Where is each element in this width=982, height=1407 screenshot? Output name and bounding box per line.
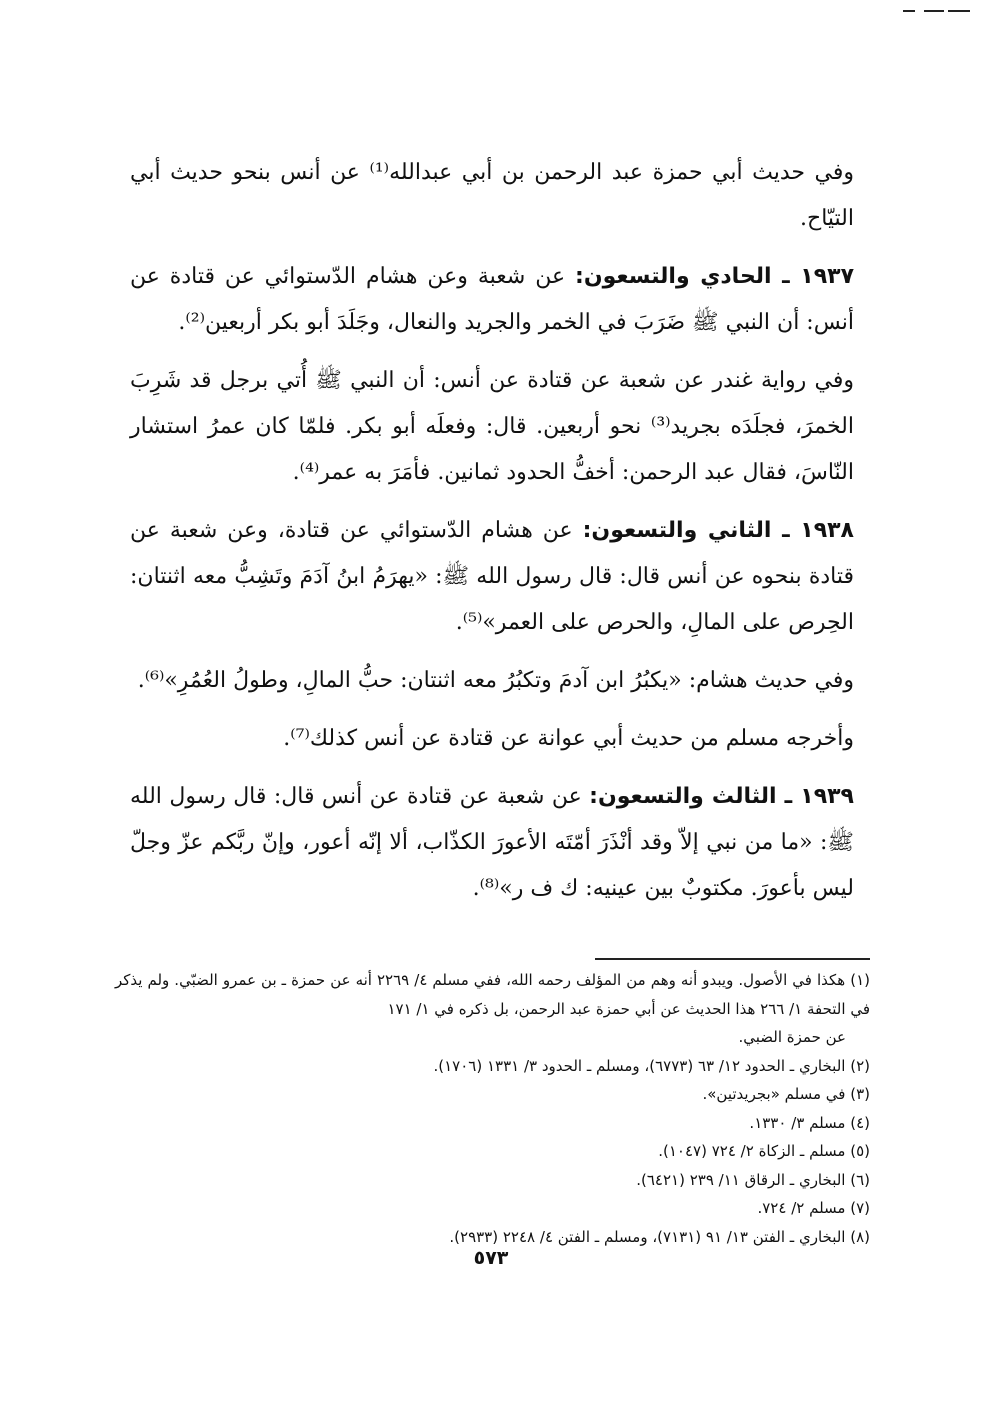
- footnote-8: (٨) البخاري ـ الفتن ١٣/ ٩١ (٧١٣١)، ومسلم ـ الفتن ٤/ ٢٢٤٨ (٢٩٣٣).: [449, 1227, 870, 1246]
- hadith-1937: [130, 254, 854, 346]
- corner-rule: [948, 10, 970, 12]
- paragraph: وفي حديث هشام: «يكبُرُ ابن آدمَ وتكبُرُ معه اثنتان: حبُّ المالِ، وطولُ العُمُرِ»⁽⁶⁾.: [137, 668, 854, 693]
- hadith-1939: [130, 774, 854, 912]
- footnote-1: (١) هكذا في الأصول. ويبدو أنه وهم من المؤلف رحمه الله، ففي مسلم ٤/ ٢٢٦٩ أنه عن حمزة ـ بن عمرو الضبّي. ولم يذكر في التحفة ١/ ٢٦٦ هذا الحديث عن أبي حمزة عبد الرحمن، بل ذكره في ١/ ١٧١: [115, 971, 871, 1018]
- footnote-2: (٢) البخاري ـ الحدود ١٢/ ٦٣ (٦٧٧٣)، ومسلم ـ الحدود ٣/ ١٣٣١ (١٧٠٦).: [433, 1056, 870, 1075]
- footnote-5: (٥) مسلم ـ الزكاة ٢/ ٧٢٤ (١٠٤٧).: [658, 1142, 870, 1160]
- main-text: [130, 150, 854, 912]
- hadith-number: ١٩٣٧ ـ الحادي والتسعون:: [575, 264, 854, 289]
- hadith-1938: [130, 508, 854, 646]
- hadith-text: عن شعبة وعن هشام الدّستوائي عن قتادة عن أنس: أن النبي ﷺ ضَرَبَ في الخمر والجريد والنعال، وجَلَدَ أبو بكر أربعين⁽²⁾.: [130, 264, 854, 335]
- hadith-number: ١٩٣٩ ـ الثالث والتسعون:: [589, 784, 854, 809]
- corner-rule: [924, 10, 944, 12]
- paragraph: وفي رواية غندر عن شعبة عن قتادة عن أنس: أن النبي ﷺ أُتي برجل قد شَرِبَ الخمرَ، فجلَدَه بجريد⁽³⁾ نحو أربعين. قال: وفعلَه أبو بكر. فلمّا كان عمرُ استشار النّاسَ، فقال عبد الرحمن: أخفُّ الحدود ثمانين. فأمَرَ به عمر⁽⁴⁾.: [130, 368, 854, 485]
- corner-rule: [903, 10, 915, 12]
- footnote-6: (٦) البخاري ـ الرقاق ١١/ ٢٣٩ (٦٤٢١).: [636, 1170, 870, 1189]
- hadith-text: عن شعبة عن قتادة عن أنس قال: قال رسول الله ﷺ: «ما من نبي إلاّ وقد أنْذَرَ أمّتَه الأعورَ الكذّاب، ألا إنّه أعور، وإنّ ربَّكم عزّ وجلّ ليس بأعورَ. مكتوبٌ بين عينيه: ك ف ر»⁽⁸⁾.: [130, 784, 854, 901]
- hadith-text: عن هشام الدّستوائي عن قتادة، وعن شعبة عن قتادة بنحوه عن أنس قال: قال رسول الله ﷺ: «يهرَمُ ابنُ آدَمَ وتَشِبُّ معه اثنتان: الحِرص على المالِ، والحرص على العمر»⁽⁵⁾.: [130, 518, 854, 635]
- footnote-4: (٤) مسلم ٣/ ١٣٣٠.: [749, 1113, 870, 1132]
- footnote-3: (٣) في مسلم «بجريدتين».: [702, 1085, 870, 1103]
- hadith-number: ١٩٣٨ ـ الثاني والتسعون:: [582, 518, 854, 543]
- footnote-separator: [595, 958, 870, 960]
- paragraph: وفي حديث أبي حمزة عبد الرحمن بن أبي عبدالله⁽¹⁾ عن أنس بنحو حديث أبي التيّاح.: [130, 160, 854, 231]
- footnotes: [115, 966, 870, 1251]
- footnote-1-continued: عن حمزة الضبي.: [738, 1028, 846, 1046]
- paragraph: وأخرجه مسلم من حديث أبي عوانة عن قتادة عن أنس كذلك⁽⁷⁾.: [283, 726, 854, 751]
- footnote-7: (٧) مسلم ٢/ ٧٢٤.: [757, 1199, 870, 1217]
- page-number: ٥٧٣: [473, 1247, 509, 1269]
